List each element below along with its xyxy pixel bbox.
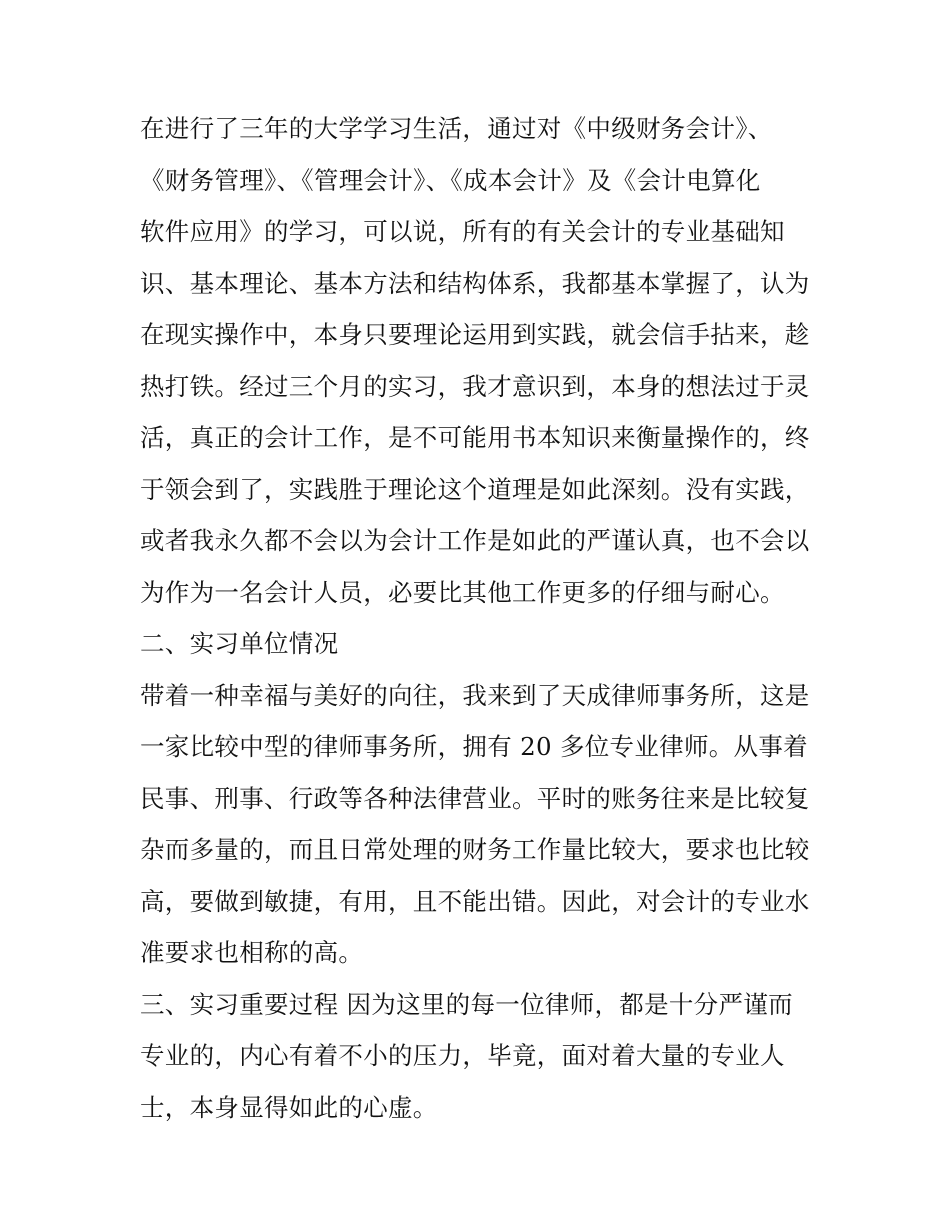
text-line-19: 专业的，内心有着不小的压力，毕竟，面对着大量的专业人 xyxy=(140,1041,785,1070)
text-line-16: 高，要做到敏捷，有用，且不能出错。因此，对会计的专业水 xyxy=(140,886,810,916)
text-line-6: 热打铁。经过三个月的实习，我才意识到，本身的想法过于灵 xyxy=(140,371,810,401)
text-line-3: 软件应用》的学习，可以说，所有的有关会计的专业基础知 xyxy=(140,217,785,246)
section-heading-internship-process: 三、实习重要过程 因为这里的每一位律师，都是十分严谨而 xyxy=(140,989,793,1019)
section-heading-internship-unit: 二、实习单位情况 xyxy=(140,629,339,658)
text-line-4: 识、基本理论、基本方法和结构体系，我都基本掌握了，认为 xyxy=(140,268,810,298)
text-line-2: 《财务管理》、《管理会计》、《成本会计》及《会计电算化 xyxy=(140,165,761,195)
text-line-1: 在进行了三年的大学学习生活，通过对《中级财务会计》、 xyxy=(140,114,773,143)
text-line-20: 士，本身显得如此的心虚。 xyxy=(140,1092,438,1122)
text-line-10: 为作为一名会计人员，必要比其他工作更多的仔细与耐心。 xyxy=(140,577,785,607)
text-line-9: 或者我永久都不会以为会计工作是如此的严谨认真，也不会以 xyxy=(140,526,810,555)
text-line-17: 准要求也相称的高。 xyxy=(140,938,364,967)
text-line-8: 于领会到了，实践胜于理论这个道理是如此深刻。没有实践， xyxy=(140,474,810,504)
text-line-15: 杂而多量的，而且日常处理的财务工作量比较大，要求也比较 xyxy=(140,835,810,864)
text-line-12: 带着一种幸福与美好的向往，我来到了天成律师事务所，这是 xyxy=(140,680,810,710)
body-text xyxy=(140,103,820,1133)
text-line-7: 活，真正的会计工作，是不可能用书本知识来衡量操作的，终 xyxy=(140,423,810,452)
text-line-14: 民事、刑事、行政等各种法律营业。平时的账务往来是比较复 xyxy=(140,783,810,813)
text-line-13: 一家比较中型的律师事务所，拥有 20 多位专业律师。从事着 xyxy=(140,732,808,761)
text-line-5: 在现实操作中，本身只要理论运用到实践，就会信手拈来，趁 xyxy=(140,320,810,349)
